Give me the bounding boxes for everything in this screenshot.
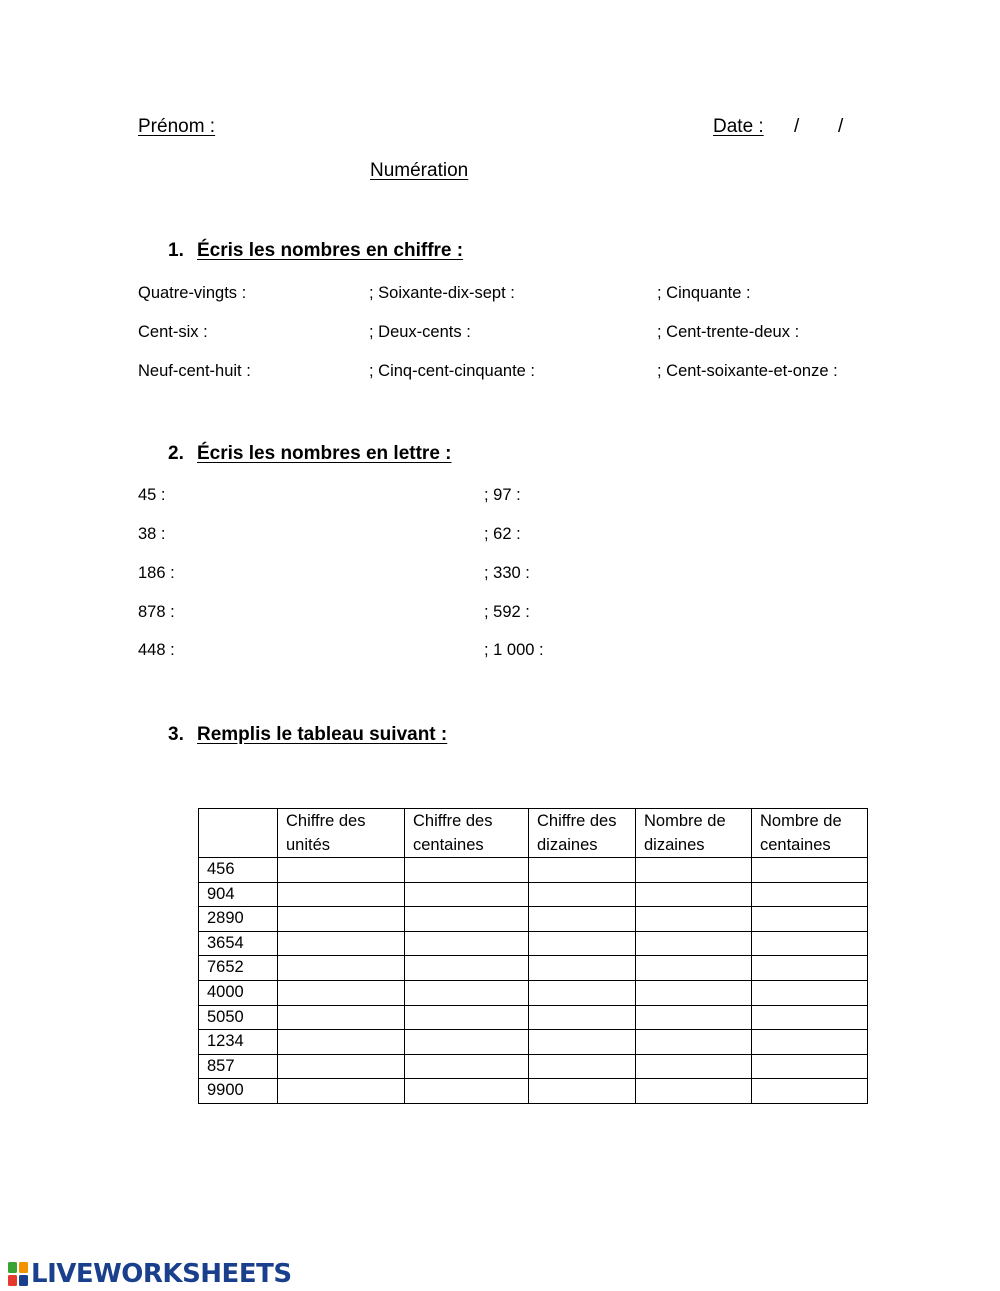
header-line: Nombre de	[760, 812, 842, 830]
section-number: 2.	[168, 443, 184, 464]
table-row	[199, 1054, 868, 1079]
table-row	[199, 1005, 868, 1030]
answer-cell[interactable]	[529, 907, 636, 932]
section-title: Écris les nombres en lettre :	[197, 443, 452, 464]
answer-cell[interactable]	[278, 980, 405, 1005]
exercise-item: 878 :	[138, 603, 175, 621]
page-title: Numération	[370, 160, 469, 181]
header-line: Chiffre des	[286, 812, 366, 830]
answer-cell[interactable]	[529, 1005, 636, 1030]
answer-cell[interactable]	[278, 858, 405, 883]
answer-cell[interactable]	[752, 980, 868, 1005]
row-number-cell: 7652	[199, 956, 278, 981]
exercise-item: ; Cinquante :	[657, 284, 751, 302]
exercise-item: ; 330 :	[484, 564, 530, 582]
exercise-item: ; Cent-soixante-et-onze :	[657, 362, 838, 380]
section-number: 3.	[168, 724, 184, 745]
date-label: Date :	[713, 116, 764, 137]
header-line: dizaines	[644, 836, 705, 854]
answer-cell[interactable]	[405, 907, 529, 932]
answer-cell[interactable]	[529, 1054, 636, 1079]
answer-cell[interactable]	[529, 882, 636, 907]
table-header-cell	[752, 809, 868, 858]
table-header-cell	[529, 809, 636, 858]
answer-cell[interactable]	[636, 980, 752, 1005]
table-header-cell	[405, 809, 529, 858]
answer-cell[interactable]	[636, 1030, 752, 1055]
header-line: centaines	[413, 836, 484, 854]
answer-cell[interactable]	[636, 882, 752, 907]
row-number-cell: 4000	[199, 980, 278, 1005]
answer-cell[interactable]	[636, 1005, 752, 1030]
exercise-item: 448 :	[138, 641, 175, 659]
answer-cell[interactable]	[278, 931, 405, 956]
section-3-heading	[168, 724, 447, 746]
table-header-cell	[199, 809, 278, 858]
exercise-item: 45 :	[138, 486, 166, 504]
row-number-cell: 9900	[199, 1079, 278, 1104]
table-row	[199, 1079, 868, 1104]
section-1-heading	[168, 240, 463, 262]
exercise-item: Cent-six :	[138, 323, 208, 341]
answer-cell[interactable]	[278, 1079, 405, 1104]
answer-cell[interactable]	[529, 931, 636, 956]
answer-cell[interactable]	[752, 931, 868, 956]
logo-mark-icon	[8, 1262, 28, 1286]
liveworksheets-logo[interactable]	[8, 1259, 292, 1289]
answer-cell[interactable]	[636, 1079, 752, 1104]
exercise-item: ; 592 :	[484, 603, 530, 621]
table-row	[199, 907, 868, 932]
row-number-cell: 857	[199, 1054, 278, 1079]
answer-cell[interactable]	[278, 956, 405, 981]
header-line: Chiffre des	[537, 812, 617, 830]
exercise-item: ; Cent-trente-deux :	[657, 323, 800, 341]
exercise-item: Quatre-vingts :	[138, 284, 247, 302]
answer-cell[interactable]	[752, 882, 868, 907]
table-row	[199, 1030, 868, 1055]
answer-cell[interactable]	[278, 1054, 405, 1079]
prenom-label: Prénom :	[138, 116, 216, 137]
answer-cell[interactable]	[529, 1030, 636, 1055]
table-row	[199, 931, 868, 956]
answer-cell[interactable]	[752, 907, 868, 932]
header-line: unités	[286, 836, 331, 854]
answer-cell[interactable]	[278, 1030, 405, 1055]
answer-cell[interactable]	[752, 956, 868, 981]
answer-cell[interactable]	[529, 1079, 636, 1104]
exercise-item: ; 97 :	[484, 486, 521, 504]
row-number-cell: 1234	[199, 1030, 278, 1055]
answer-cell[interactable]	[529, 980, 636, 1005]
answer-cell[interactable]	[636, 907, 752, 932]
answer-cell[interactable]	[752, 1005, 868, 1030]
answer-cell[interactable]	[636, 956, 752, 981]
answer-cell[interactable]	[278, 907, 405, 932]
row-number-cell: 3654	[199, 931, 278, 956]
table-header-row	[199, 809, 868, 858]
date-separator: /	[838, 116, 844, 137]
row-number-cell: 5050	[199, 1005, 278, 1030]
answer-cell[interactable]	[405, 1005, 529, 1030]
header-line: Chiffre des	[413, 812, 493, 830]
answer-cell[interactable]	[752, 858, 868, 883]
header-line: dizaines	[537, 836, 598, 854]
exercise-item: Neuf-cent-huit :	[138, 362, 251, 380]
section-title: Remplis le tableau suivant :	[197, 724, 448, 745]
table-row	[199, 980, 868, 1005]
exercise-item: ; 62 :	[484, 525, 521, 543]
section-title: Écris les nombres en chiffre :	[197, 240, 464, 261]
header-line: Nombre de	[644, 812, 726, 830]
numbers-table	[198, 808, 868, 1104]
answer-cell[interactable]	[405, 931, 529, 956]
table-header-cell	[278, 809, 405, 858]
row-number-cell: 904	[199, 882, 278, 907]
section-number: 1.	[168, 240, 184, 261]
answer-cell[interactable]	[529, 858, 636, 883]
answer-cell[interactable]	[529, 956, 636, 981]
answer-cell[interactable]	[405, 882, 529, 907]
table-row	[199, 858, 868, 883]
answer-cell[interactable]	[405, 858, 529, 883]
exercise-item: ; 1 000 :	[484, 641, 544, 659]
exercise-item: ; Soixante-dix-sept :	[369, 284, 515, 302]
table-header-cell	[636, 809, 752, 858]
date-separator: /	[794, 116, 800, 137]
answer-cell[interactable]	[405, 1054, 529, 1079]
answer-cell[interactable]	[405, 1030, 529, 1055]
row-number-cell: 2890	[199, 907, 278, 932]
answer-cell[interactable]	[405, 956, 529, 981]
exercise-item: 38 :	[138, 525, 166, 543]
answer-cell[interactable]	[636, 931, 752, 956]
answer-cell[interactable]	[405, 1079, 529, 1104]
answer-cell[interactable]	[405, 980, 529, 1005]
answer-cell[interactable]	[752, 1054, 868, 1079]
answer-cell[interactable]	[752, 1030, 868, 1055]
row-number-cell: 456	[199, 858, 278, 883]
answer-cell[interactable]	[278, 1005, 405, 1030]
exercise-item: 186 :	[138, 564, 175, 582]
answer-cell[interactable]	[636, 858, 752, 883]
table-row	[199, 956, 868, 981]
exercise-item: ; Cinq-cent-cinquante :	[369, 362, 536, 380]
answer-cell[interactable]	[278, 882, 405, 907]
section-2-heading	[168, 443, 452, 465]
table-row	[199, 882, 868, 907]
answer-cell[interactable]	[752, 1079, 868, 1104]
exercise-item: ; Deux-cents :	[369, 323, 471, 341]
header-line: centaines	[760, 836, 831, 854]
logo-text: LIVEWORKSHEETS	[31, 1259, 292, 1289]
answer-cell[interactable]	[636, 1054, 752, 1079]
